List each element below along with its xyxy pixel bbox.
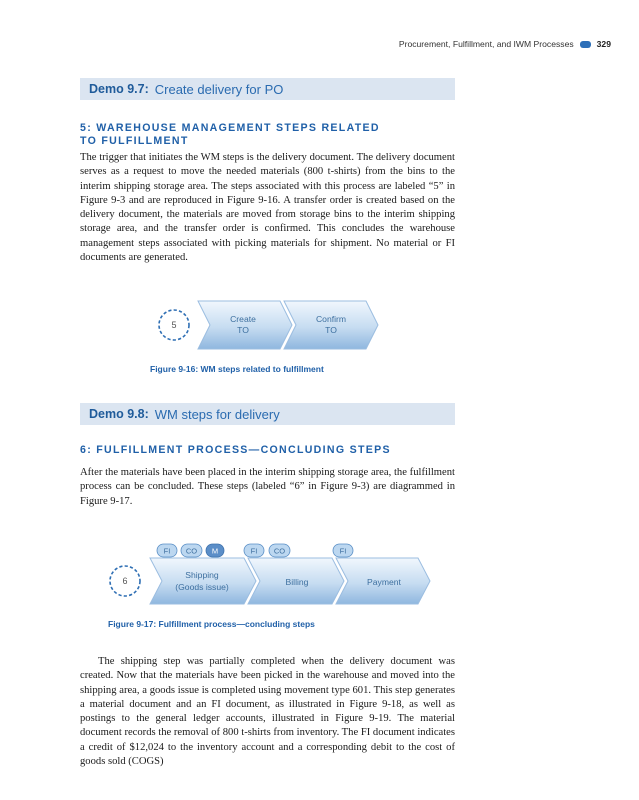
badge-label: CO (273, 546, 286, 556)
badge-label: FI (250, 546, 258, 556)
figure-9-17-diagram (100, 540, 440, 612)
chapter-title: Procurement, Fulfillment, and IWM Processes (398, 39, 574, 49)
section-heading-line-1: 5: WAREHOUSE MANAGEMENT STEPS RELATED (80, 122, 380, 134)
badge-label: FI (339, 546, 347, 556)
step-label: Shipping (185, 570, 219, 580)
demo-title: Create delivery for PO (154, 81, 284, 97)
demo-label: Demo 9.8: (89, 407, 149, 421)
demo-box-9-7 (80, 78, 455, 100)
section-heading-line-2: TO FULFILLMENT (80, 135, 189, 147)
badge-label: FI (163, 546, 171, 556)
demo-title: WM steps for delivery (154, 406, 280, 422)
step-label: TO (237, 325, 249, 335)
step-label: Create (230, 314, 256, 324)
step-number: 6 (122, 576, 128, 586)
badge-label: M (211, 546, 219, 556)
step-label: TO (325, 325, 337, 335)
demo-label: Demo 9.7: (89, 82, 149, 96)
figure-9-16-caption: Figure 9-16: WM steps related to fulfillment (150, 364, 324, 374)
paragraph-shipping-step: The shipping step was partially completed when the delivery document was created. Now that the materials have been picked in the warehouse and moved into the shipping area, a goods issue is completed using movement type 601. This step generates a material document and an FI document, as illustrated in Figure 9-18, as well as postings to the general ledger accounts, illustrated in Figure 9-19. The material document records the removal of 800 t-shirts from inventory. The FI document indicates a credit of $12,024 to the inventory account and a corresponding debit to the cost of goods sold (COGS) (80, 656, 455, 768)
running-header (399, 39, 611, 49)
step-label: Payment (367, 577, 401, 587)
section-heading-5 (80, 122, 380, 148)
figure-9-17-caption: Figure 9-17: Fulfillment process—concluding steps (108, 619, 315, 629)
shipping-chevron (150, 558, 256, 604)
step-label: Billing (285, 577, 309, 587)
step-label: (Goods issue) (175, 582, 229, 592)
paragraph-wm-steps: The trigger that initiates the WM steps is the delivery document. The delivery document serves as a request to move the needed materials (800 t-shirts) from the bins to the interim shipping storage area. The steps associated with this process are labeled “5” in Figure 9-3 and are reproduced in Figure 9-16. A transfer order is created based on the delivery document, the materials are moved from storage bins to the interim shipping storage area, and the transfer order is confirmed. This concludes the warehouse management steps associated with picking materials for shipment. No material or FI documents are generated. (80, 152, 455, 264)
section-heading-6: 6: FULFILLMENT PROCESS—CONCLUDING STEPS (80, 444, 391, 456)
document-badges (157, 544, 353, 557)
demo-box-9-8 (80, 403, 455, 425)
page-number: 329 (596, 39, 611, 49)
figure-9-16-diagram (150, 295, 390, 355)
step-label: Confirm (315, 314, 347, 324)
step-number: 5 (171, 320, 177, 330)
badge-label: CO (185, 546, 198, 556)
header-marker-icon (580, 41, 591, 48)
paragraph-fulfillment-intro: After the materials have been placed in the interim shipping storage area, the fulfillment process can be concluded. These steps (labeled “6” in Figure 9-3) are diagrammed in Figure 9-17. (80, 467, 455, 507)
